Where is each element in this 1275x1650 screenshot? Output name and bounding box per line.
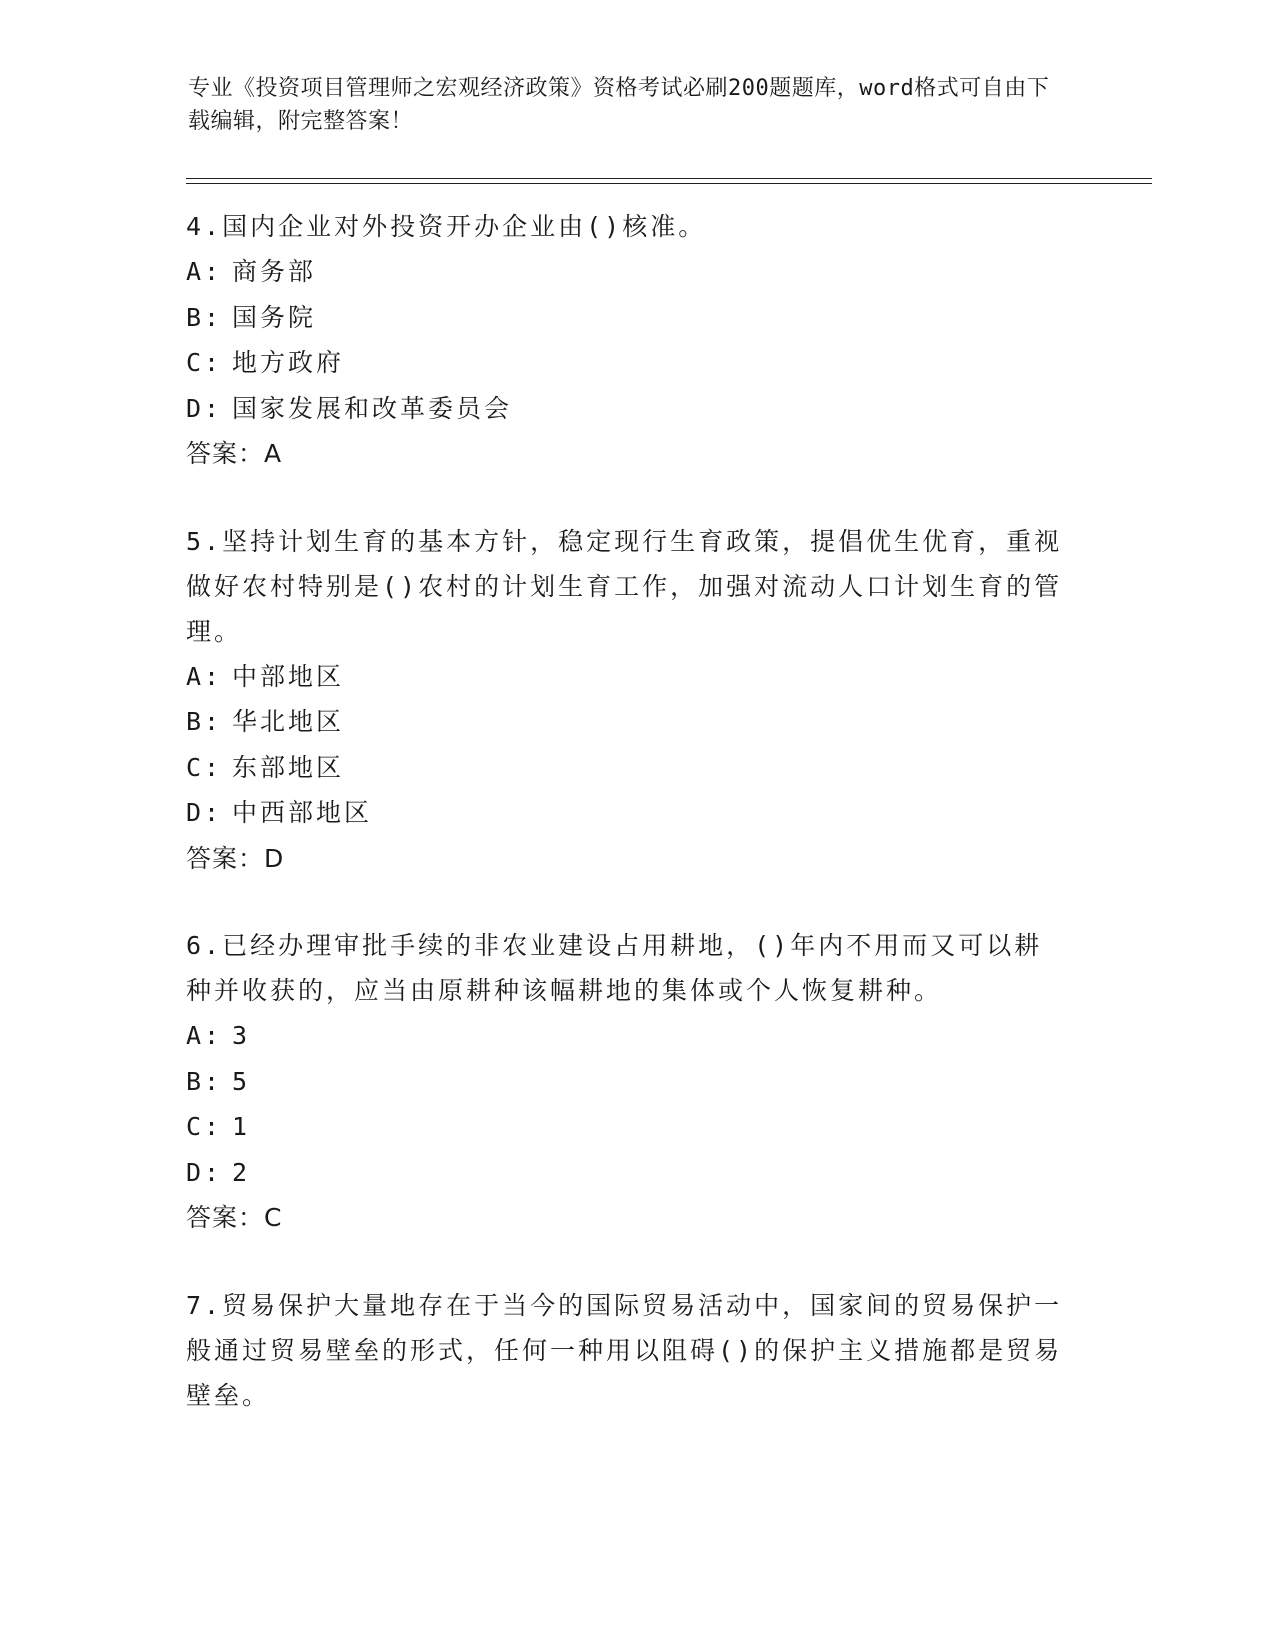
option-text: 5: [232, 1066, 251, 1096]
option-d: [186, 1150, 1066, 1196]
question-stem: 4.国内企业对外投资开办企业由()核准。: [186, 212, 707, 241]
option-text: 地方政府: [232, 348, 345, 377]
option-text: 1: [232, 1112, 251, 1141]
option-key: A:: [186, 1021, 223, 1050]
option-key: D:: [186, 1157, 223, 1187]
question-stem: 5.坚持计划生育的基本方针，稳定现行生育政策，提倡优生优育，重视做好农村特别是()农村的计划生育工作，加强对流动人口计划生育的管理。: [186, 526, 1063, 646]
option-text: 商务部: [232, 257, 317, 286]
question-4: [186, 204, 1066, 477]
question-stem: 6.已经办理审批手续的非农业建设占用耕地，()年内不用而又可以耕种并收获的，应当由原耕种该幅耕地的集体或个人恢复耕种。: [186, 931, 1043, 1005]
option-key: C:: [186, 1112, 223, 1141]
option-key: C:: [186, 348, 223, 377]
option-key: B:: [186, 707, 223, 736]
option-b: [186, 699, 1066, 745]
option-c: [186, 1104, 1066, 1150]
option-key: B:: [186, 1066, 223, 1096]
option-text: 中西部地区: [232, 798, 373, 827]
document-intro: 专业《投资项目管理师之宏观经济政策》资格考试必刷200题题库，word格式可自由下载编辑，附完整答案！: [188, 76, 1050, 134]
header-divider-top: [186, 178, 1152, 179]
option-text: 东部地区: [232, 752, 345, 782]
option-key: C:: [186, 752, 223, 782]
option-text: 华北地区: [232, 707, 345, 736]
option-c: [186, 745, 1066, 791]
option-c: [186, 340, 1066, 386]
question-5: [186, 519, 1066, 882]
question-stem: 7.贸易保护大量地存在于当今的国际贸易活动中，国家间的贸易保护一般通过贸易壁垒的形式，任何一种用以阻碍()的保护主义措施都是贸易壁垒。: [186, 1290, 1063, 1410]
option-a: [186, 249, 1066, 295]
option-text: 2: [232, 1157, 251, 1187]
option-d: [186, 790, 1066, 836]
option-d: [186, 386, 1066, 432]
option-text: 3: [232, 1021, 251, 1050]
option-key: D:: [186, 798, 223, 827]
answer-line: 答案：A: [186, 439, 283, 468]
option-key: B:: [186, 302, 223, 332]
option-key: A:: [186, 661, 223, 691]
option-key: A:: [186, 257, 223, 286]
option-a: [186, 654, 1066, 700]
option-text: 国家发展和改革委员会: [232, 393, 513, 423]
question-6: [186, 923, 1066, 1241]
option-key: D:: [186, 393, 223, 423]
option-text: 中部地区: [232, 661, 345, 691]
option-b: [186, 295, 1066, 341]
answer-line: 答案：D: [186, 843, 285, 873]
question-7: [186, 1283, 1066, 1418]
question-list: [186, 204, 1066, 1460]
header-divider-bottom: [186, 183, 1152, 184]
answer-line: 答案：C: [186, 1203, 283, 1232]
option-b: [186, 1059, 1066, 1105]
option-text: 国务院: [232, 302, 317, 332]
option-a: [186, 1013, 1066, 1059]
